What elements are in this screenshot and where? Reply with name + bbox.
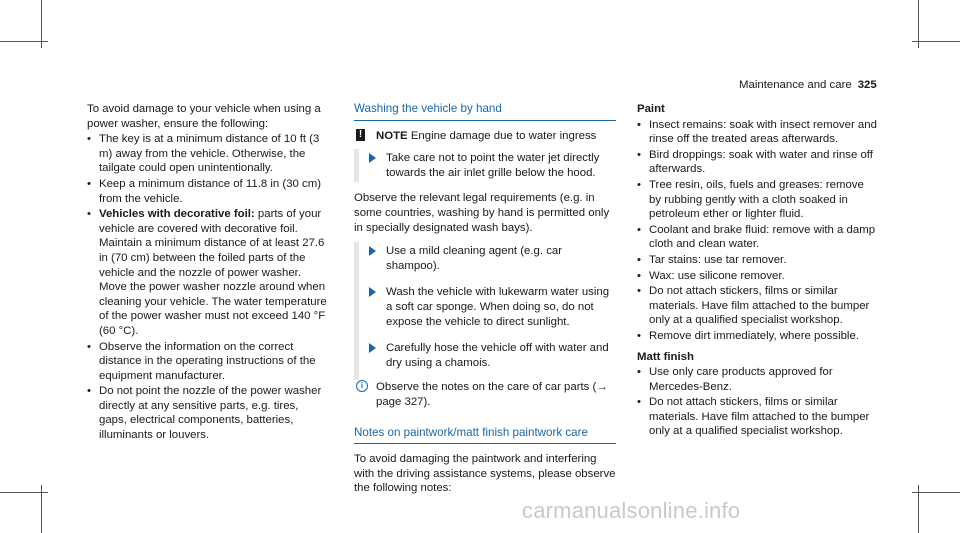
list-item: [637, 178, 877, 222]
list-item-bold: Vehicles with decorative foil:: [99, 208, 255, 221]
bullet-icon: •: [637, 366, 641, 379]
note-block: [354, 129, 616, 144]
list-item: [87, 177, 327, 206]
list-item: [87, 207, 327, 338]
bullet-icon: •: [637, 148, 641, 161]
note-step-text: Take care not to point the water jet directly towards the air inlet grille below the hood.: [386, 152, 600, 179]
list-item-text: Do not point the nozzle of the power washer directly at any sensitive parts, e.g. tires, gaps, electrical components, batteries, illuminants or louvers.: [99, 385, 322, 442]
list-item-text: Coolant and brake fluid: remove with a damp cloth and clean water.: [649, 223, 876, 251]
list-item-text: Tree resin, oils, fuels and greases: remove by rubbing gently with a cloth soaked in petroleum ether or lighter fluid.: [649, 178, 864, 221]
column-hand-washing: [354, 102, 616, 496]
bullet-icon: •: [87, 340, 91, 353]
bullet-icon: •: [87, 177, 91, 190]
warning-icon: !: [356, 129, 365, 141]
page-header: [739, 78, 877, 93]
list-item: [637, 365, 877, 394]
steps-box: [354, 242, 616, 380]
step-arrow-icon: [369, 287, 376, 297]
list-item: [87, 384, 327, 442]
note-text: Engine damage due to water ingress: [410, 129, 597, 142]
list-item-text: The key is at a minimum distance of 10 ft (3 m) away from the vehicle. Otherwise, the tailgate could open unintentionally.: [99, 133, 320, 175]
info-icon: i: [356, 380, 368, 392]
section-title-hand-washing: Washing the vehicle by hand: [354, 102, 502, 115]
list-item-text: Tar stains: use tar remover.: [649, 253, 787, 266]
list-item: [637, 118, 877, 147]
list-item: [637, 329, 877, 344]
bullet-icon: •: [87, 133, 91, 146]
step-text: Wash the vehicle with lukewarm water using a soft car sponge. When doing so, do not expose the vehicle to direct sunlight.: [386, 286, 610, 328]
page-number: 325: [857, 79, 877, 91]
bullet-icon: •: [637, 285, 641, 298]
intro-text: To avoid damage to your vehicle when using a power washer, ensure the following:: [87, 103, 321, 130]
crop-mark: [41, 0, 42, 48]
note-label: NOTE: [376, 129, 408, 142]
step-text: Carefully hose the vehicle off with water and dry using a chamois.: [386, 342, 609, 369]
matt-heading: Matt finish: [637, 350, 694, 363]
crop-mark: [912, 41, 960, 42]
paintwork-intro-text: To avoid damaging the paintwork and interfering with the driving assistance systems, please observe the following notes:: [354, 453, 616, 495]
list-item: [637, 253, 877, 268]
bullet-icon: •: [637, 118, 641, 131]
list-item: [637, 284, 877, 328]
bullet-icon: •: [637, 253, 641, 266]
list-item: [637, 148, 877, 177]
column-power-washer: [87, 102, 327, 443]
step-arrow-icon: [369, 343, 376, 353]
crop-mark: [912, 492, 960, 493]
step-item: [359, 283, 616, 339]
column-paint-care: [637, 102, 877, 439]
section-title-paintwork: Notes on paintwork/matt finish paintwork care: [354, 425, 588, 439]
list-item: [637, 269, 877, 284]
observe-text: Observe the relevant legal requirements (e.g. in some countries, washing by hand is permitted only in specially designated wash bays).: [354, 192, 610, 234]
crop-mark: [41, 485, 42, 533]
list-item: [637, 395, 877, 439]
list-item-text: Observe the information on the correct distance in the operating instructions of the equipment manufacturer.: [99, 340, 316, 382]
list-item-text: Do not attach stickers, films or similar materials. Have film attached to the bumper only at a qualified specialist workshop.: [649, 285, 870, 327]
bullet-icon: •: [637, 396, 641, 409]
paint-bullet-list: [637, 118, 877, 344]
header-title: Maintenance and care: [739, 79, 852, 91]
matt-bullet-list: [637, 365, 877, 439]
step-item: [359, 339, 616, 380]
list-item-text: Keep a minimum distance of 11.8 in (30 cm) from the vehicle.: [99, 177, 322, 205]
crop-mark: [918, 0, 919, 48]
list-item-text: Use only care products approved for Mercedes-Benz.: [649, 366, 833, 393]
info-block: [354, 380, 616, 409]
step-arrow-icon: [369, 246, 376, 256]
list-item-text: Do not attach stickers, films or similar materials. Have film attached to the bumper only at a qualified specialist workshop.: [649, 396, 870, 438]
list-item: [87, 340, 327, 384]
section-divider: [354, 120, 616, 121]
note-step-box: [354, 149, 616, 182]
bullet-icon: •: [87, 385, 91, 398]
watermark-text: carmanualsonline.info: [522, 498, 741, 523]
step-arrow-icon: [369, 153, 376, 163]
bullet-icon: •: [87, 208, 91, 221]
crop-mark: [918, 485, 919, 533]
list-item-text: Bird droppings: soak with water and rinse off afterwards.: [649, 148, 873, 176]
list-item-text: Wax: use silicone remover.: [649, 269, 785, 282]
paint-heading: Paint: [637, 103, 665, 115]
list-item-text: parts of your vehicle are covered with decorative foil. Maintain a minimum distance of at least 27.6 in (70 cm) between the foiled parts of the vehicle and the nozzle of power washer. Move the power washer nozzle around when cleaning your vehicle. The water temperature of the power washer must not exceed 140 °F (60 °C).: [99, 208, 327, 337]
bullet-list: [87, 132, 327, 442]
info-text: Observe the notes on the care of car parts (→ page 327).: [376, 381, 608, 408]
step-text: Use a mild cleaning agent (e.g. car shampoo).: [386, 245, 563, 272]
bullet-icon: •: [637, 223, 641, 236]
section-divider: [354, 443, 616, 444]
list-item: [87, 132, 327, 176]
bullet-icon: •: [637, 329, 641, 342]
bullet-icon: •: [637, 269, 641, 282]
step-item: [359, 242, 616, 283]
list-item-text: Insect remains: soak with insect remover and rinse off the treated areas afterwards.: [649, 118, 877, 146]
list-item: [637, 223, 877, 252]
list-item-text: Remove dirt immediately, where possible.: [649, 329, 859, 342]
bullet-icon: •: [637, 178, 641, 191]
